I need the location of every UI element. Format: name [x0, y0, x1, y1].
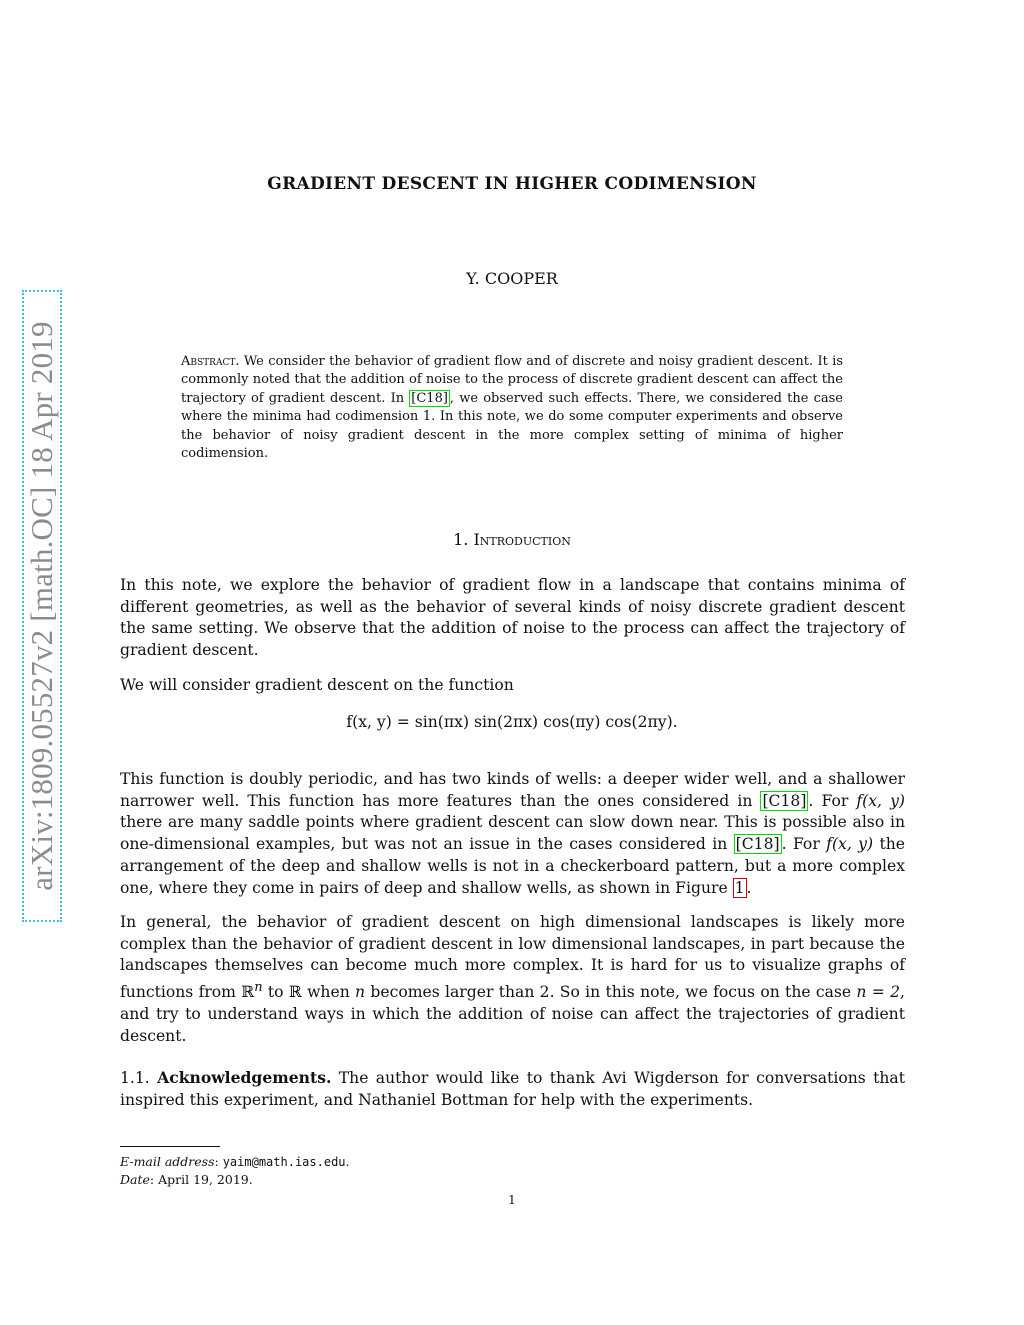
ack-number: 1.1.: [120, 1069, 158, 1087]
section-number: 1.: [453, 530, 474, 549]
abstract-text-a: We consider the behavior of gradient flow and of discrete and noisy gradient descent. It is commonly noted that the addition of noise to the process of discrete gradient descent can affect the trajectory of gradient descent. In: [181, 354, 843, 406]
p3-text-f: .: [746, 878, 752, 897]
acknowledgements: [120, 1067, 905, 1111]
page-number: 1: [508, 1193, 516, 1207]
footnote-email: E-mail address: yaim@math.ias.edu.: [120, 1154, 350, 1169]
intro-paragraph-1: In this note, we explore the behavior of gradient flow in a landscape that contains minima of different geometries, as well as the behavior of several kinds of noisy discrete gradient descent the same setting. We observe that the addition of noise to the process can affect the trajectory of gradient descent.: [120, 576, 905, 660]
citation-link[interactable]: [C18]: [735, 835, 780, 854]
figure-link[interactable]: 1: [734, 878, 745, 897]
intro-paragraph-3: [120, 769, 905, 899]
arxiv-watermark: [22, 290, 62, 922]
function-equation: f(x, y) = sin(πx) sin(2πx) cos(πy) cos(2πy).: [346, 713, 678, 731]
section-heading: [0, 530, 1024, 549]
abstract-label: Abstract.: [181, 354, 240, 369]
author-name: Y. COOPER: [466, 269, 558, 288]
intro-paragraph-2: We will consider gradient descent on the function: [120, 676, 514, 694]
date-label: Date: [120, 1172, 150, 1187]
intro-paragraph-4: [120, 912, 905, 1047]
p3-text-e: the arrangement of the deep and shallow wells is not in a checkerboard pattern, but a more complex one, where they come in pairs of deep and shallow wells, as shown in Figure: [120, 835, 905, 897]
email-label: E-mail address: [120, 1154, 215, 1169]
p4-text-a: In general, the behavior of gradient descent on high dimensional landscapes is likely more complex than the behavior of gradient descent in low dimensional landscapes, in part because the landscapes themselves can become much more complex. It is hard for us to visualize graphs of functions from: [120, 913, 905, 1002]
p3-text-d: . For: [781, 835, 827, 854]
math-fxy: f(x, y): [826, 835, 874, 854]
p4-text-d: , and try to understand ways in which the addition of noise can affect the trajectories of gradient descent.: [120, 983, 905, 1045]
math-n-eq-2: n = 2: [856, 983, 901, 1002]
arxiv-identifier: arXiv:1809.05527v2 [math.OC] 18 Apr 2019: [24, 321, 59, 891]
section-title: Introduction: [473, 530, 571, 549]
ack-text: The author would like to thank Avi Wigderson for conversations that inspired this experiment, and Nathaniel Bottman for help with the experiments.: [120, 1069, 905, 1109]
math-n: n: [355, 983, 366, 1002]
citation-link[interactable]: [C18]: [411, 390, 448, 406]
abstract-text-b: , we observed such effects. There, we considered the case where the minima had codimension 1. In this note, we do some computer experiments and observe the behavior of noisy gradient descent in the more complex setting of minima of higher codimension.: [181, 390, 844, 462]
math-sup-n: n: [254, 980, 263, 996]
p4-text-c: becomes larger than 2. So in this note, we focus on the case: [365, 983, 857, 1002]
footnote-date: [120, 1172, 253, 1187]
abstract: [181, 353, 843, 463]
email-address[interactable]: yaim@math.ias.edu: [222, 1155, 346, 1169]
p3-text-c: there are many saddle points where gradient descent can slow down near. This is possible also in one-dimensional examples, but was not an issue in the cases considered in: [120, 813, 905, 854]
p4-text-b: to ℝ when: [262, 983, 356, 1002]
footnote-divider: [120, 1146, 220, 1147]
paper-title: GRADIENT DESCENT IN HIGHER CODIMENSION: [267, 174, 757, 194]
math-rn: ℝ: [241, 983, 255, 1002]
p3-text-a: This function is doubly periodic, and has two kinds of wells: a deeper wider well, and a shallower narrower well. This function has more features than the ones considered in: [120, 770, 905, 810]
date-value: : April 19, 2019.: [149, 1172, 253, 1187]
ack-heading: Acknowledgements.: [157, 1068, 332, 1087]
p3-text-b: . For: [808, 791, 857, 810]
citation-link[interactable]: [C18]: [762, 791, 807, 810]
math-fxy: f(x, y): [856, 791, 905, 810]
